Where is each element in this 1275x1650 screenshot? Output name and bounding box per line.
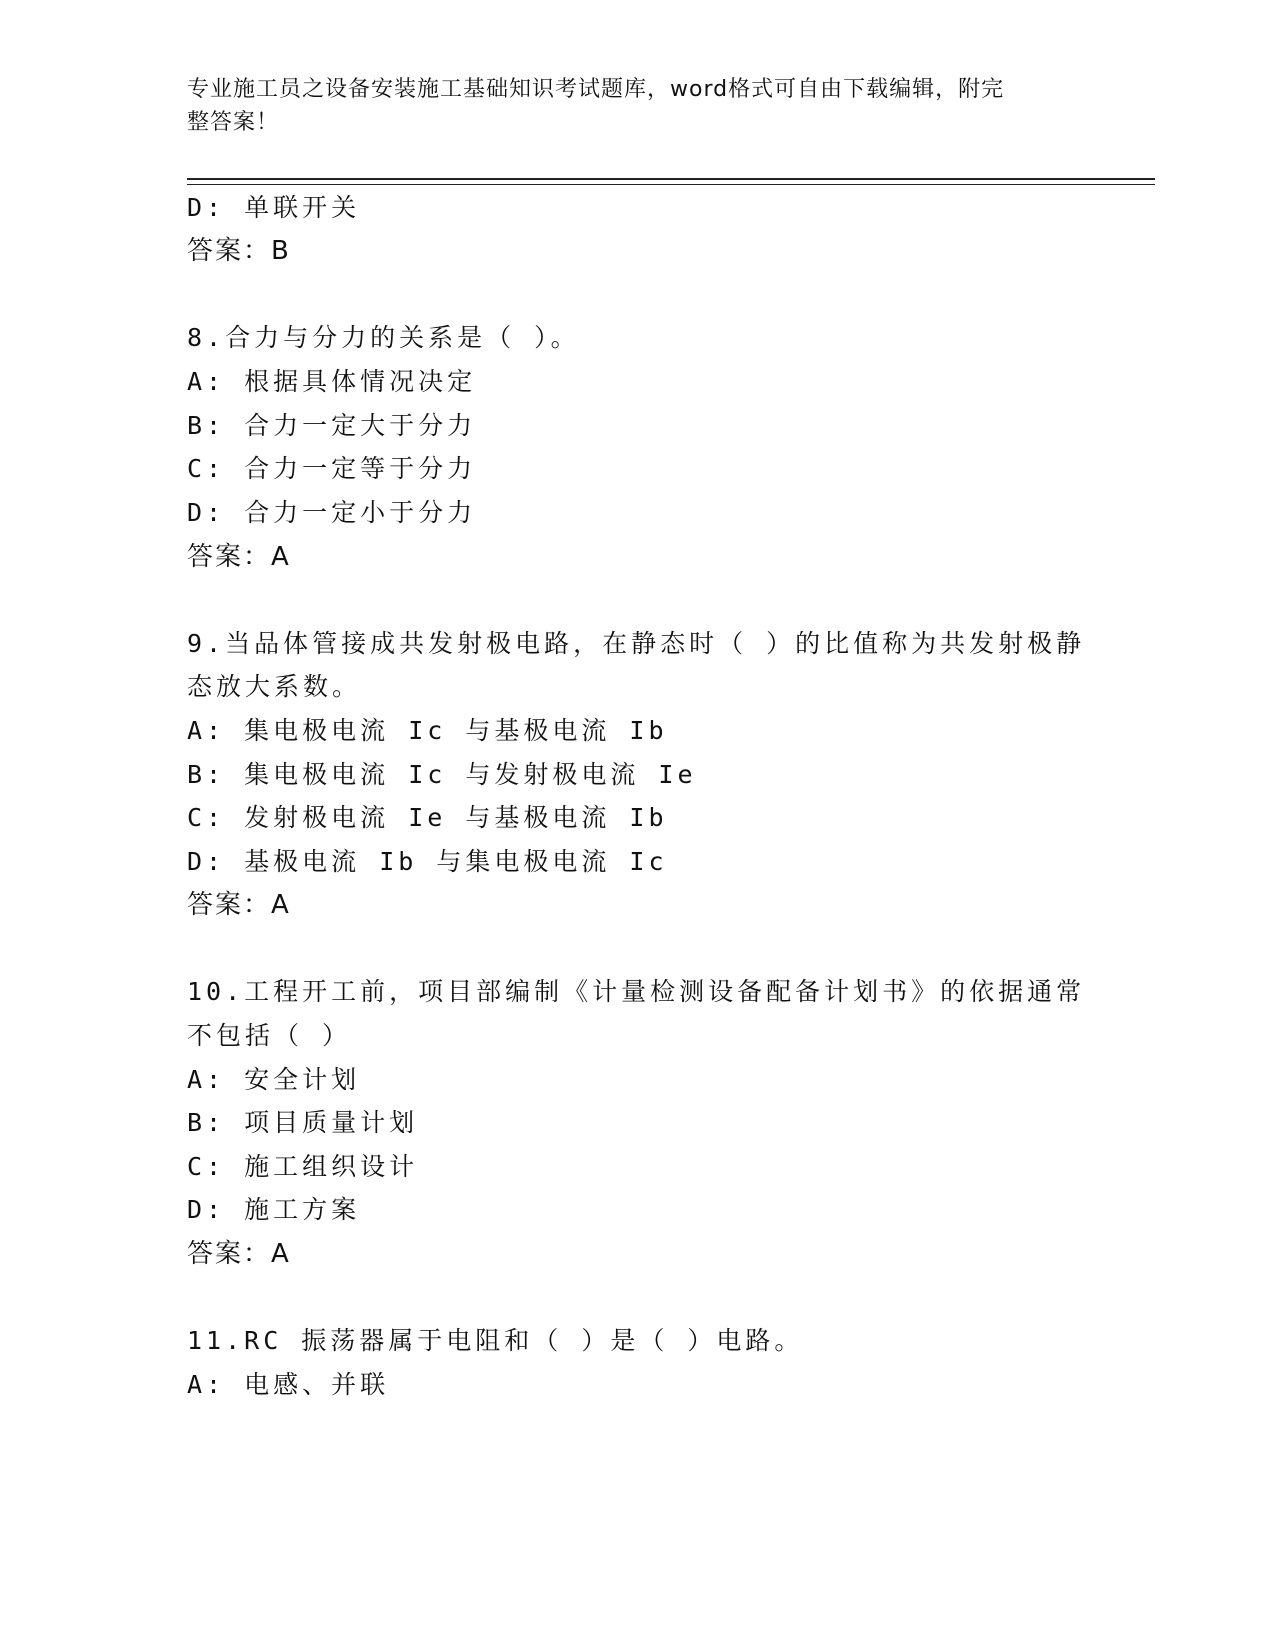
q10-stem-line-2: 不包括（ ） [187, 1021, 352, 1050]
q10-option-a: A: 安全计划 [187, 1065, 361, 1094]
q9-option-d: D: 基极电流 Ib 与集电极电流 Ic [187, 847, 668, 876]
header-divider-thin [187, 184, 1155, 185]
q10-option-d: D: 施工方案 [187, 1195, 361, 1224]
q10-option-b: B: 项目质量计划 [187, 1108, 419, 1137]
header-divider-thick [187, 178, 1155, 180]
q8-stem: 8.合力与分力的关系是（ ）。 [187, 323, 580, 352]
q8-option-a: A: 根据具体情况决定 [187, 367, 477, 396]
q9-option-c: C: 发射极电流 Ie 与基极电流 Ib [187, 803, 668, 832]
q9-option-a: A: 集电极电流 Ic 与基极电流 Ib [187, 716, 668, 745]
header-line-2: 整答案！ [187, 110, 280, 135]
q7-answer: 答案：B [187, 236, 291, 266]
q8-option-b: B: 合力一定大于分力 [187, 411, 477, 440]
q9-option-b: B: 集电极电流 Ic 与发射极电流 Ie [187, 760, 697, 789]
q10-stem-line-1: 10.工程开工前，项目部编制《计量检测设备配备计划书》的依据通常 [187, 977, 1086, 1006]
q11-option-a: A: 电感、并联 [187, 1370, 390, 1399]
q10-option-c: C: 施工组织设计 [187, 1152, 419, 1181]
q8-option-d: D: 合力一定小于分力 [187, 498, 477, 527]
q10-answer: 答案：A [187, 1239, 291, 1269]
q7-option-d: D: 单联开关 [187, 193, 361, 222]
header-line-1: 专业施工员之设备安装施工基础知识考试题库，word格式可自由下载编辑，附完 [187, 77, 1005, 102]
q9-answer: 答案：A [187, 890, 291, 920]
q9-stem-line-2: 态放大系数。 [187, 672, 362, 701]
q9-stem-line-1: 9.当品体管接成共发射极电路，在静态时（ ）的比值称为共发射极静 [187, 629, 1086, 658]
q11-stem: 11.RC 振荡器属于电阻和（ ）是（ ）电路。 [187, 1326, 804, 1355]
q8-option-c: C: 合力一定等于分力 [187, 454, 477, 483]
q8-answer: 答案：A [187, 542, 291, 572]
document-header [187, 73, 1067, 139]
